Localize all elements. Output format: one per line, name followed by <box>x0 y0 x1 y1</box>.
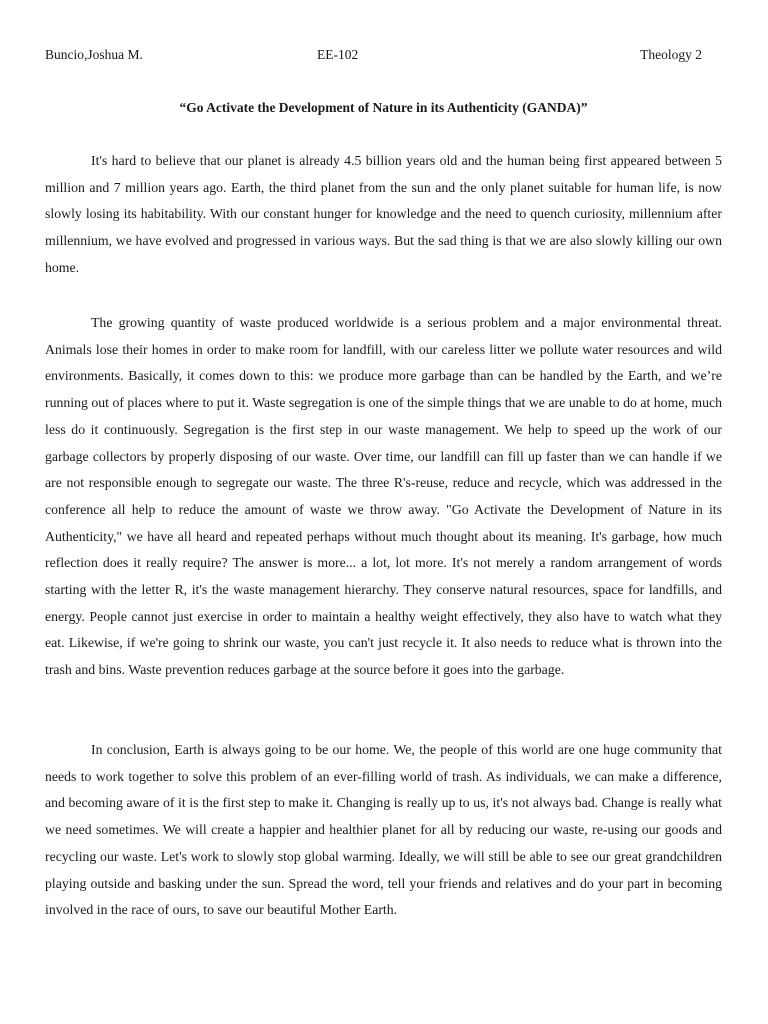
essay-title: “Go Activate the Development of Nature in its Authenticity (GANDA)” <box>179 100 588 115</box>
paragraph-intro: It's hard to believe that our planet is already 4.5 billion years old and the human being first appeared between 5 million and 7 million years ago. Earth, the third planet from the sun and the only planet suitable for human life, is now slowly losing its habitability. With our constant hunger for knowledge and the need to quench curiosity, millennium after millennium, we have evolved and progressed in various ways. But the sad thing is that we are also slowly killing our own home. <box>45 153 722 275</box>
document-header <box>45 47 722 67</box>
paragraph-body: The growing quantity of waste produced worldwide is a serious problem and a major environmental threat. Animals lose their homes in order to make room for landfill, with our careless litter we pollute water resources and wild environments. Basically, it comes down to this: we produce more garbage than can be handled by the Earth, and we’re running out of places where to put it. Waste segregation is one of the simple things that we are unable to do at home, much less do it continuously. Segregation is the first step in our waste management. We help to speed up the work of our garbage collectors by properly disposing of our waste. Over time, our landfill can fill up faster than we can handle if we are not responsible enough to segregate our waste. The three R's-reuse, reduce and recycle, which was addressed in the conference all help to reduce the amount of waste we throw away. "Go Activate the Development of Nature in its Authenticity," we have all heard and repeated perhaps without much thought about its meaning. It's garbage, how much reflection does it really require? The answer is more... a lot, lot more. It's not merely a random arrangement of words starting with the letter R, it's the waste management hierarchy. They conserve natural resources, space for landfills, and energy. People cannot just exercise in order to maintain a healthy weight effectively, they also have to watch what they eat. Likewise, if we're going to shrink our waste, you can't just recycle it. It also needs to reduce what is thrown into the trash and bins. Waste prevention reduces garbage at the source before it goes into the garbage. <box>45 315 722 678</box>
paragraph-conclusion: In conclusion, Earth is always going to be our home. We, the people of this world are one huge community that needs to work together to solve this problem of an ever-filling world of trash. As individuals, we can make a difference, and becoming aware of it is the first step to make it. Changing is really up to us, it's not always bad. Change is really what we need sometimes. We will create a happier and healthier planet for all by reducing our waste, re-using our goods and recycling our waste. Let's work to slowly stop global warming. Ideally, we will still be able to see our great grandchildren playing outside and basking under the sun. Spread the word, tell your friends and relatives and do your part in becoming involved in the race of ours, to save our beautiful Mother Earth. <box>45 742 722 918</box>
author-name: Buncio,Joshua M. <box>45 47 143 62</box>
course-code: EE-102 <box>317 47 359 62</box>
subject-name: Theology 2 <box>640 47 702 62</box>
